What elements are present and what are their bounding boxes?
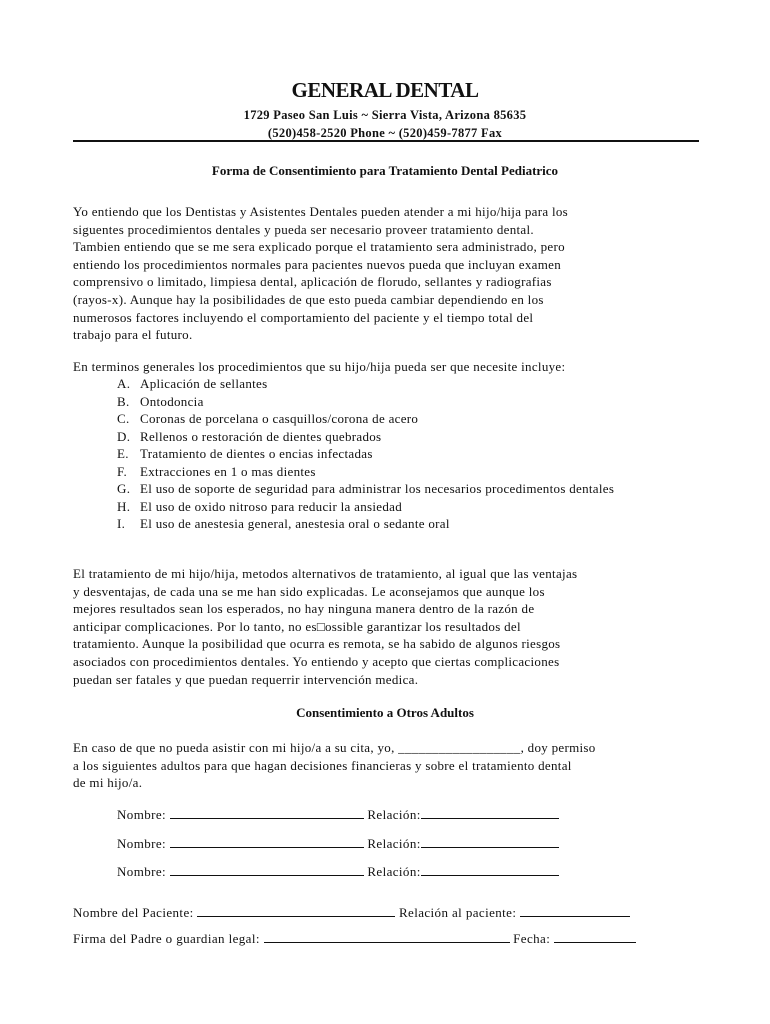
risks-line: mejores resultados sean los esperados, no hay ninguna manera dentro de la razón de xyxy=(73,601,535,617)
signature-row xyxy=(73,931,636,947)
adult-relation-field[interactable] xyxy=(421,836,559,848)
intro-line: Tambien entiendo que se me sera explicado porque el tratamiento sera administrado, pero xyxy=(73,239,565,255)
adult-name-field[interactable] xyxy=(170,864,364,876)
adult-row xyxy=(117,836,559,852)
date-label: Fecha: xyxy=(513,931,551,946)
header-divider xyxy=(73,140,699,142)
adult-relation-field[interactable] xyxy=(421,807,559,819)
consent-line: de mi hijo/a. xyxy=(73,775,143,791)
adult-name-field[interactable] xyxy=(170,836,364,848)
clinic-name: GENERAL DENTAL xyxy=(291,78,479,102)
adult-relation-label: Relación: xyxy=(367,836,421,851)
list-item: I. El uso de anestesia general, anestesia oral o sedante oral xyxy=(117,516,450,531)
consent-line: a los siguientes adultos para que hagan decisiones financieras y sobre el tratamiento dental xyxy=(73,757,572,773)
list-item: D. Rellenos o restoración de dientes quebrados xyxy=(117,428,382,444)
risks-line: El tratamiento de mi hijo/hija, metodos alternativos de tratamiento, al igual que las ventajas xyxy=(73,566,578,581)
list-item: B. Ontodoncia xyxy=(117,393,204,409)
intro-line: siguentes procedimientos dentales y pueda ser necesario proveer tratamiento dental. xyxy=(73,221,534,237)
signature-field[interactable] xyxy=(264,931,510,943)
adult-relation-label: Relación: xyxy=(367,807,421,822)
list-item: A. Aplicación de sellantes xyxy=(117,376,268,391)
signature-label: Firma del Padre o guardian legal: xyxy=(73,931,260,946)
consent-paragraph xyxy=(73,739,695,792)
clinic-address: 1729 Paseo San Luis ~ Sierra Vista, Arizona 85635 xyxy=(243,108,527,122)
intro-line: numerosos factores incluyendo el comportamiento del paciente y el tiempo total del xyxy=(73,309,534,325)
consent-line: En caso de que no pueda asistir con mi hijo/a a su cita, yo, __________________, doy permiso xyxy=(73,740,596,755)
adult-name-label: Nombre: xyxy=(117,807,167,822)
letterhead xyxy=(0,0,770,141)
list-item: C. Coronas de porcelana o casquillos/corona de acero xyxy=(117,411,419,426)
risks-line: puedan ser fatales y que puedan requerrir intervención medica. xyxy=(73,671,419,687)
risks-paragraph xyxy=(73,565,695,688)
patient-relation-field[interactable] xyxy=(520,905,630,917)
list-item: G. El uso de soporte de seguridad para administrar los necesarios procedimentos dentales xyxy=(117,481,615,496)
intro-line: (rayos-x). Aunque hay la posibilidades de que esto pueda cambiar dependiendo en los xyxy=(73,291,544,307)
patient-name-label: Nombre del Paciente: xyxy=(73,905,194,920)
intro-line: entiendo los procedimientos normales para pacientes nuevos pueda que incluyan examen xyxy=(73,256,561,272)
adult-row xyxy=(117,807,559,823)
risks-line: y desventajas, de cada una se me han sido explicadas. Le aconsejamos que aunque los xyxy=(73,583,545,599)
intro-paragraph xyxy=(73,203,695,344)
adult-name-field[interactable] xyxy=(170,807,364,819)
patient-relation-label: Relación al paciente: xyxy=(398,905,517,920)
procedures-intro: En terminos generales los procedimientos que su hijo/hija pueda ser que necesite incluye: xyxy=(73,359,566,374)
risks-line: asociados con procedimientos dentales. Yo entiendo y acepto que ciertas complicaciones xyxy=(73,653,560,669)
list-item: E. Tratamiento de dientes o encias infectadas xyxy=(117,446,373,461)
consent-section-title: Consentimiento a Otros Adultos xyxy=(296,705,474,720)
adult-relation-label: Relación: xyxy=(367,864,421,879)
patient-row xyxy=(73,905,630,921)
adult-relation-field[interactable] xyxy=(421,864,559,876)
clinic-contact: (520)458-2520 Phone ~ (520)459-7877 Fax xyxy=(267,126,503,140)
list-item: F. Extracciones en 1 o mas dientes xyxy=(117,463,316,479)
intro-line: trabajo para el futuro. xyxy=(73,327,193,343)
risks-line: tratamiento. Aunque la posibilidad que ocurra es remota, se ha sabido de algunos riesgos xyxy=(73,636,561,652)
form-title: Forma de Consentimiento para Tratamiento Dental Pediatrico xyxy=(211,163,559,178)
intro-line: comprensivo o limitado, limpiesa dental, aplicación de florudo, sellantes y radiografias xyxy=(73,274,552,290)
procedures-list xyxy=(117,375,697,533)
date-field[interactable] xyxy=(554,931,636,943)
adult-name-label: Nombre: xyxy=(117,864,167,879)
adult-name-label: Nombre: xyxy=(117,836,167,851)
intro-line: Yo entiendo que los Dentistas y Asistentes Dentales pueden atender a mi hijo/hija para los xyxy=(73,204,569,219)
risks-line: anticipar complicaciones. Por lo tanto, no es□ossible garantizar los resultados del xyxy=(73,618,521,634)
patient-name-field[interactable] xyxy=(197,905,395,917)
list-item: H. El uso de oxido nitroso para reducir la ansiedad xyxy=(117,498,403,514)
adult-row xyxy=(117,864,559,880)
